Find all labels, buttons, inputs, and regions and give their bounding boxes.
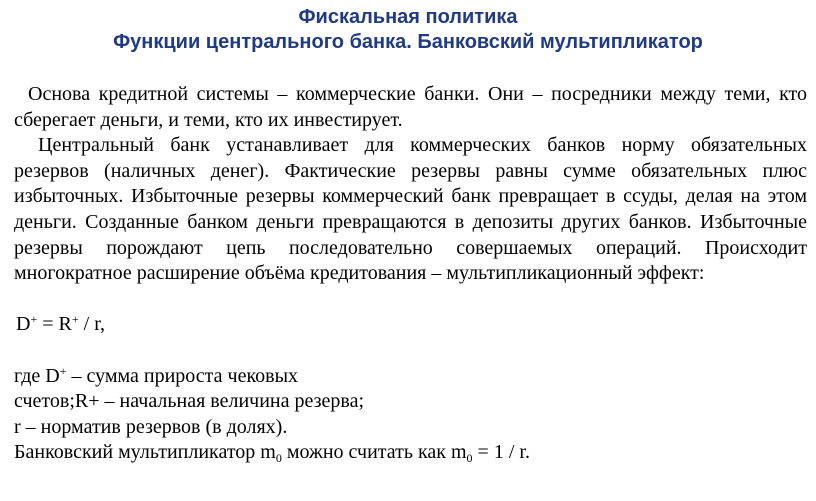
formula-lhs: D [16, 313, 31, 336]
multiplier-sub-1: 0 [275, 451, 282, 466]
definition-1-post: – сумма прироста чековых [66, 364, 299, 387]
slide-title: Фискальная политика [298, 6, 518, 28]
formula-eq: = R [37, 313, 72, 336]
spacer [14, 338, 807, 364]
definition-1-pre: где D [14, 364, 60, 387]
slide-body [14, 82, 807, 466]
multiplier-formula [14, 312, 807, 338]
definition-line-3: r – норматив резервов (в долях). [14, 415, 288, 438]
paragraph-credit-system: Основа кредитной системы – коммерческие банки. Они – посредники между теми, кто сберегает деньги, и теми, кто их инвестирует. [14, 83, 807, 131]
definition-1-sup: + [59, 363, 67, 378]
multiplier-mid: можно считать как m [281, 441, 467, 464]
spacer [14, 287, 807, 313]
multiplier-pre: Банковский мультипликатор m [14, 441, 276, 464]
slide-subtitle: Функции центрального банка. Банковский мультипликатор [113, 31, 703, 53]
paragraph-central-bank: Центральный банк устанавливает для коммерческих банков норму обязательных резервов (наличных денег). Фактические резервы равны сумме обязательных плюс избыточных. Избыточные резервы коммерческий банк превращает в ссуды, делая на этом деньги. Созданные банком деньги превращаются в депозиты других банков. Избыточные резервы порождают цепь последовательно совершаемых операций. Происходит многократное расширение объёма кредитования – мультипликационный эффект: [14, 134, 807, 285]
formula-lhs-sup: + [30, 312, 38, 327]
multiplier-definition [14, 440, 807, 466]
definition-line-2: счетов;R+ – начальная величина резерва; [14, 390, 365, 413]
formula-tail: / r, [78, 313, 106, 336]
formula-rhs-sup: + [71, 312, 79, 327]
definition-line-1 [14, 364, 807, 390]
multiplier-post: = 1 / r. [472, 441, 530, 464]
multiplier-sub-2: 0 [466, 451, 473, 466]
